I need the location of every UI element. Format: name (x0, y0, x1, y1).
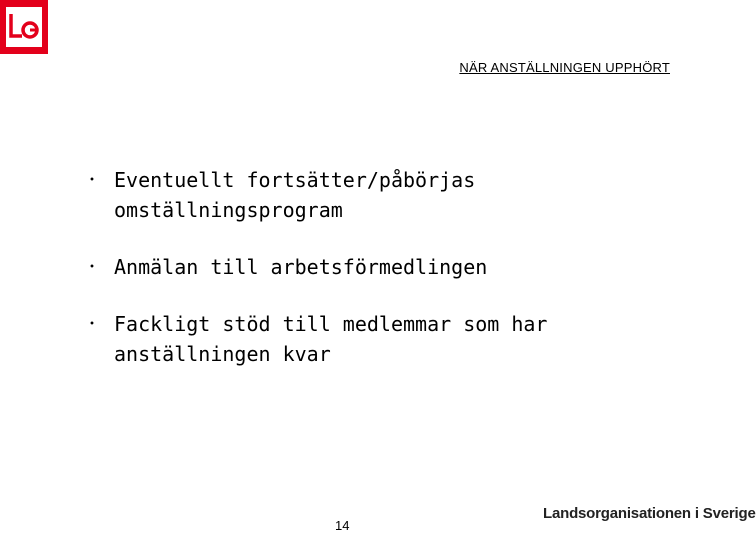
bullet-marker: ・ (84, 257, 101, 276)
bullet-item (84, 252, 644, 282)
bullet-text-line: Eventuellt fortsätter/påbörjas (114, 168, 476, 192)
bullet-marker: ・ (84, 314, 101, 333)
bullet-item (84, 309, 644, 369)
bullet-text-line: Anmälan till arbetsförmedlingen (114, 255, 488, 279)
bullet-text-line: Fackligt stöd till medlemmar som har (114, 312, 548, 336)
bullet-marker: ・ (84, 170, 101, 189)
bullet-list (84, 165, 644, 396)
slide-heading: NÄR ANSTÄLLNINGEN UPPHÖRT (459, 60, 670, 75)
footer-brand-text: Landsorganisationen i Sverige (543, 505, 756, 522)
bullet-text-line: anställningen kvar (114, 342, 331, 366)
bullet-item (84, 165, 644, 225)
lo-logo-icon (0, 0, 48, 54)
page-number: 14 (335, 518, 350, 533)
bullet-text-line: omställningsprogram (114, 198, 343, 222)
